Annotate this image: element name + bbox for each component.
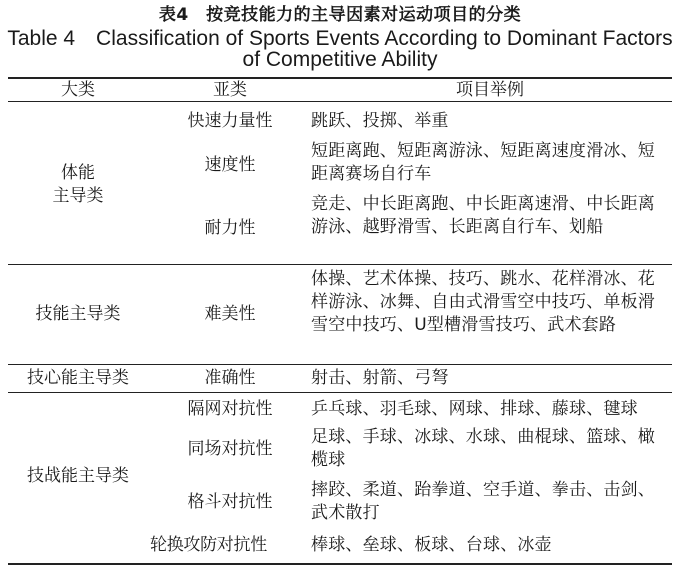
subcategory-label: 隔网对抗性 xyxy=(187,399,273,419)
subcategory-label: 快速力量性 xyxy=(187,111,273,131)
subcategory-label: 轮换攻防对抗性 xyxy=(150,535,267,555)
events-cell: 跳跃、投掷、举重 xyxy=(311,111,449,131)
subcategory-label: 格斗对抗性 xyxy=(187,492,273,512)
category-physical: 体能 主导类 xyxy=(52,163,104,206)
subcategory-label: 准确性 xyxy=(204,368,256,388)
events-cell: 摔跤、柔道、跆拳道、空手道、拳击、击剑、武术散打 xyxy=(311,480,655,523)
category-skill-tactics: 技战能主导类 xyxy=(27,466,129,486)
group-rule-1 xyxy=(8,264,672,265)
group-rule-3 xyxy=(8,392,672,393)
events-cell: 短距离跑、短距离游泳、短距离速度滑冰、短距离赛场自行车 xyxy=(311,141,655,184)
events-cell: 射击、射箭、弓弩 xyxy=(311,368,449,388)
subcategory-label: 耐力性 xyxy=(204,218,256,238)
events-cell: 足球、手球、冰球、水球、曲棍球、篮球、橄榄球 xyxy=(311,427,655,470)
table-title-chinese: 表4 按竞技能力的主导因素对运动项目的分类 xyxy=(158,5,522,25)
events-cell: 棒球、垒球、板球、台球、冰壶 xyxy=(311,535,552,555)
table-title-english: Table 4 Classification of Sports Events According to Dominant Factors of Competitive Ability xyxy=(7,27,673,71)
group-rule-2 xyxy=(8,364,672,365)
events-cell: 竞走、中长距离跑、中长距离速滑、中长距离游泳、越野滑雪、长距离自行车、划船 xyxy=(311,194,655,237)
header-events: 项目举例 xyxy=(456,80,524,100)
subcategory-label: 同场对抗性 xyxy=(187,439,273,459)
events-cell: 体操、艺术体操、技巧、跳水、花样滑冰、花样游泳、冰舞、自由式滑雪空中技巧、单板滑雪空中技巧、U型槽滑雪技巧、武术套路 xyxy=(311,269,655,335)
events-cell: 乒乓球、羽毛球、网球、排球、藤球、毽球 xyxy=(311,399,638,419)
category-skill: 技能主导类 xyxy=(35,304,121,324)
category-skill-mental: 技心能主导类 xyxy=(27,368,129,388)
subcategory-label: 速度性 xyxy=(204,155,256,175)
header-category: 大类 xyxy=(61,80,95,100)
bottom-rule xyxy=(8,563,672,565)
subcategory-label: 难美性 xyxy=(204,304,256,324)
header-subcategory: 亚类 xyxy=(213,80,247,100)
